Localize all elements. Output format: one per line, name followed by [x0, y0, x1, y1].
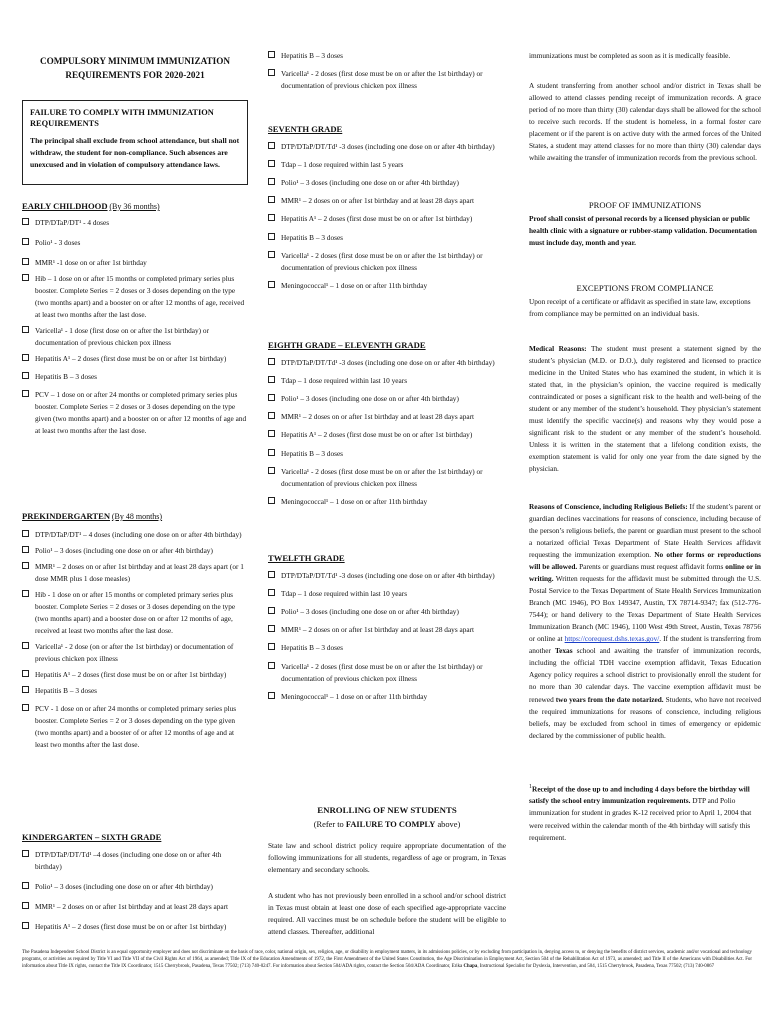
checklist-item: Hib - 1 dose on or after 15 months or completed primary series plus booster. Complete Series = 2 doses or 3 doses depending on the type (two months apart) and a booster dose on or after 12 months of age, received at least two months after the last dose. — [22, 589, 248, 637]
checkbox[interactable] — [22, 850, 29, 857]
proof-section — [529, 200, 761, 249]
kindergarten-sixth-section — [22, 832, 248, 936]
checklist-item: Polio¹ – 3 doses (including one dose on or after 4th birthday) — [22, 545, 248, 557]
checkbox[interactable] — [268, 376, 275, 383]
checklist-item: MMR¹ – 2 doses on or after 1st birthday and at least 28 days apart (or 1 dose MMR plus 1 dose measles) — [22, 561, 248, 585]
prekindergarten-age: (By 48 months) — [111, 512, 163, 521]
continued-text: immunizations must be completed as soon as it is medically feasible. — [529, 51, 731, 60]
checklist-item: Hepatitis A¹ – 2 doses (first dose must be on or after 1st birthday) — [22, 353, 248, 365]
checkbox[interactable] — [22, 590, 29, 597]
checkbox[interactable] — [22, 238, 29, 245]
kindergarten-sixth-heading: KINDERGARTEN – SIXTH GRADE — [22, 832, 162, 842]
checklist-item: Hepatitis B – 3 doses — [22, 685, 248, 697]
checkbox[interactable] — [22, 642, 29, 649]
checkbox[interactable] — [268, 281, 275, 288]
failure-to-comply-box — [22, 100, 248, 185]
eighth-eleventh-section — [268, 340, 506, 510]
eighth-eleventh-heading: EIGHTH GRADE – ELEVENTH GRADE — [268, 340, 426, 350]
checkbox[interactable] — [268, 178, 275, 185]
checkbox[interactable] — [268, 662, 275, 669]
enrolling-paragraph: State law and school district policy require appropriate documentation of the following immunizations for all students, regardless of age or program, in Texas elementary and secondary schools. — [268, 840, 506, 874]
checklist-item: MMR¹ -1 dose on or after 1st birthday — [22, 257, 248, 269]
checkbox[interactable] — [22, 562, 29, 569]
checklist-item: Hepatitis B – 3 doses — [268, 232, 506, 244]
checklist-item: Polio¹ – 3 doses (including one dose on or after 4th birthday) — [268, 606, 506, 618]
seventh-grade-heading: SEVENTH GRADE — [268, 124, 343, 134]
prekindergarten-heading: PREKINDERGARTEN — [22, 511, 111, 521]
checklist-item: MMR¹ – 2 doses on or after 1st birthday and at least 28 days apart — [268, 624, 506, 636]
failure-text: The principal shall exclude from school attendance, but shall not withdraw, the student for non-compliance. Such absences are unexcused and in violation of compulsory attendance laws. — [30, 136, 240, 170]
exceptions-heading: EXCEPTIONS FROM COMPLIANCE — [576, 283, 714, 293]
checkbox[interactable] — [22, 686, 29, 693]
proof-text: Proof shall consist of personal records by a licensed physician or public health clinic with a signature or rubber-stamp validation. Documentation must include day, month and year. — [529, 214, 757, 248]
checklist-item: Polio¹ – 3 doses (including one dose on or after 4th birthday) — [268, 393, 506, 405]
checklist-item: DTP/DTaP/DT¹ - 4 doses — [22, 217, 248, 229]
checklist-item: DTP/DTaP/DT/Td¹ -3 doses (including one dose on or after 4th birthday) — [268, 570, 506, 582]
checklist-item: DTP/DTaP/DT/Td¹ -3 doses (including one dose on or after 4th birthday) — [268, 357, 506, 369]
enrolling-subheading: (Refer to FAILURE TO COMPLY above) — [313, 819, 461, 829]
prekindergarten-section — [22, 511, 248, 753]
checkbox[interactable] — [22, 354, 29, 361]
checkbox[interactable] — [268, 251, 275, 258]
checklist-item: DTP/DTaP/DT/Td¹ -3 doses (including one dose on or after 4th birthday) — [268, 141, 506, 153]
checklist-item: Hepatitis A¹ – 2 doses (first dose must be on or after 1st birthday) — [22, 921, 248, 933]
checklist-item: Hepatitis B – 3 doses — [268, 448, 506, 460]
checklist-item: Hepatitis B – 3 doses — [268, 50, 506, 62]
checkbox[interactable] — [268, 589, 275, 596]
checkbox[interactable] — [22, 258, 29, 265]
checklist-item: Polio¹ – 3 doses (including one dose on or after 4th birthday) — [22, 881, 248, 893]
early-childhood-section — [22, 201, 248, 439]
checklist-item: Meningococcal¹ – 1 dose on or after 11th birthday — [268, 496, 506, 508]
continued-items — [268, 50, 506, 94]
enrolling-heading: ENROLLING OF NEW STUDENTS — [317, 805, 457, 815]
checkbox[interactable] — [22, 546, 29, 553]
checklist-item: Meningococcal¹ – 1 dose on or after 11th birthday — [268, 280, 506, 292]
twelfth-grade-heading: TWELFTH GRADE — [268, 553, 345, 563]
checkbox[interactable] — [22, 704, 29, 711]
checklist-item: DTP/DTaP/DT/Td¹ –4 doses (including one dose on or after 4th birthday) — [22, 849, 248, 873]
seventh-grade-section — [268, 124, 506, 294]
checklist-item: Hepatitis A¹ – 2 doses (first dose must be on or after 1st birthday) — [268, 429, 506, 441]
twelfth-grade-section — [268, 553, 506, 705]
footnote: $^1$Receipt of the dose up to and including 4 days before the birthday will satisfy the school entry immunization requirements. DTP and Polio immunization for student in grades K-12 received prior to April 1, 2004 that were received within the calendar month of the 4th birthday will satisfy this requirement. — [529, 784, 752, 842]
checkbox[interactable] — [22, 274, 29, 281]
checklist-item: Hepatitis B – 3 doses — [268, 642, 506, 654]
checkbox[interactable] — [268, 69, 275, 76]
checkbox[interactable] — [22, 530, 29, 537]
early-childhood-age: (By 36 months) — [109, 202, 160, 211]
checklist-item: Tdap – 1 dose required within last 10 years — [268, 588, 506, 600]
checkbox[interactable] — [268, 571, 275, 578]
checklist-item: MMR¹ – 2 doses on or after 1st birthday and at least 28 days apart — [268, 411, 506, 423]
checklist-item: Polio¹ – 3 doses (including one dose on or after 4th birthday) — [268, 177, 506, 189]
checklist-item: PCV – 1 dose on or after 24 months or completed primary series plus booster. Complete Series = 2 doses or 3 doses depending on the type given (two months apart) and a booster on or after 12 months of age and at least two months after the last dose. — [22, 389, 248, 437]
checklist-item: Varicella¹ - 2 doses (first dose must be on or after the 1st birthday) or documentation of previous chicken pox illness — [268, 250, 506, 274]
checkbox[interactable] — [22, 390, 29, 397]
dshs-link[interactable]: https://corequest.dshs.texas.gov/ — [564, 634, 660, 644]
checkbox[interactable] — [268, 467, 275, 474]
checkbox[interactable] — [268, 51, 275, 58]
reasons-of-conscience: Reasons of Conscience, including Religious Beliefs: If the student’s parent or guardian declines vaccinations for reasons of conscience, including because of the person’s religious beliefs, the parent or guardian must present to the school a notarized official Texas Department of State Health Services affidavit requesting the immunization exemption. No other forms or reproductions will be allowed. Parents or guardians must request affidavit forms online or in writing. Written requests for the affidavit must be submitted through the U.S. Postal Service to the Texas Department of State Health Services Immunization Branch (MC 1946), PO Box 149347, Austin, TX 78714-9347; fax (512-776-7544); or hand delivery to the Texas Department of State Health Services Immunization Branch (MC 1946), 1100 West 49th Street, Austin, Texas 78756 or online at https://corequest.dshs.texas.gov/. If the student is transferring from another Texas school and awaiting the transfer of immunization records, including the official TDH vaccine exemption affidavit, Texas Education Agency policy requires a school district to provisionally enroll the student for no more than 30 calendar days. The vaccine exemption affidavit must be renewed two years from the date notarized. Students, who have not received the required immunizations for reasons of conscience, including religious beliefs, may be excluded from school in times of emergency or epidemic declared by the commissioner of public health. — [529, 502, 762, 740]
checkbox[interactable] — [22, 218, 29, 225]
checkbox[interactable] — [268, 214, 275, 221]
checkbox[interactable] — [22, 902, 29, 909]
checklist-item: Hepatitis A¹ – 2 doses (first dose must be on or after 1st birthday) — [22, 669, 248, 681]
proof-heading: PROOF OF IMMUNIZATIONS — [588, 200, 702, 210]
early-childhood-heading: EARLY CHILDHOOD — [22, 201, 108, 211]
exceptions-section — [529, 283, 761, 320]
checkbox[interactable] — [268, 430, 275, 437]
checkbox[interactable] — [268, 394, 275, 401]
checklist-item: Varicella¹ - 1 dose (first dose on or after the 1st birthday) or documentation of previous chicken pox illness — [22, 325, 248, 349]
checkbox[interactable] — [268, 196, 275, 203]
checkbox[interactable] — [268, 625, 275, 632]
checkbox[interactable] — [268, 233, 275, 240]
exceptions-text: Upon receipt of a certificate or affidavit as specified in state law, exceptions from compliance may be permitted on an individual basis. — [529, 297, 751, 319]
checkbox[interactable] — [268, 449, 275, 456]
enrolling-paragraph: A student who has not previously been enrolled in a school and/or school district in Texas must obtain at least one dose of each specified age-appropriate vaccine required. All vaccines must be on schedule before the student will be eligible to attend classes. Thereafter, additional — [268, 890, 506, 936]
medical-reasons: Medical Reasons: The student must present a statement signed by the student’s physician (M.D. or D.O.), duly registered and licensed to practice medicine in the United States who has examined the student, in which it is stated that, in the physician’s opinion, the vaccine required is medically contraindicated or poses a significant risk to the health and well-being of the student or any member of the student’s household. They physician’s statement must identify the specific vaccine(s) and reasons why they would pose a significant risk to the student or any member of the student’s household. Unless it is written in the statement that a lifelong condition exists, the exemption statement is valid for only one year from the date signed by the physician. — [529, 344, 761, 474]
medical-reasons-lead: Medical Reasons: — [529, 344, 587, 353]
checklist-item: Tdap – 1 dose required within last 10 years — [268, 375, 506, 387]
checklist-item: PCV - 1 dose on or after 24 months or completed primary series plus booster. Complete Series = 2 or 3 doses depending on the type given (two months apart) and a booster of or after 12 months of age and at least two months after the last dose. — [22, 703, 248, 751]
checklist-item: MMR¹ – 2 doses on or after 1st birthday and at least 28 days apart — [268, 195, 506, 207]
checkbox[interactable] — [268, 358, 275, 365]
checkbox[interactable] — [268, 607, 275, 614]
checklist-item: Hib – 1 dose on or after 15 months or completed primary series plus booster. Complete Series = 2 doses or 3 doses depending on the type (two months apart) and a booster on or after 12 months of age, received at least two months after the last dose. — [22, 273, 248, 321]
footnote-mark: 1 — [529, 784, 533, 790]
checklist-item: Varicella¹ - 2 doses (first dose must be on or after the 1st birthday) or documentation of previous chicken pox illness — [268, 68, 506, 92]
checkbox[interactable] — [22, 326, 29, 333]
checklist-item: Varicella¹ - 2 dose (on or after the 1st birthday) or documentation of previous chicken pox illness — [22, 641, 248, 665]
checklist-item: Polio¹ - 3 doses — [22, 237, 248, 249]
checkbox[interactable] — [268, 142, 275, 149]
checkbox[interactable] — [22, 922, 29, 929]
checkbox[interactable] — [22, 670, 29, 677]
conscience-lead: Reasons of Conscience, including Religious Beliefs: — [529, 502, 688, 511]
checkbox[interactable] — [268, 643, 275, 650]
checklist-item: Hepatitis B – 3 doses — [22, 371, 248, 383]
failure-heading: FAILURE TO COMPLY WITH IMMUNIZATION REQUIREMENTS — [30, 108, 214, 129]
checkbox[interactable] — [268, 692, 275, 699]
checklist-item: Meningococcal¹ – 1 dose on or after 11th birthday — [268, 691, 506, 703]
checkbox[interactable] — [22, 372, 29, 379]
nondiscrimination-footer: The Pasadena Independent School District is an equal opportunity employer and does not discriminate on the basis of race, color, national origin, sex, religion, age, or disability in employment matters, in its admissions policies, or by excluding from participation in, denying access to, or denying the benefits of district services, academic and/or vocational and technology programs, or activities as required by Title VI and Title VII of the Civil Rights Act of 1964, as amended; Title IX of the Education Amendments of 1972, the First Amendment of the United States Constitution, the Age Discrimination in Employment Act, Section 504 of the Rehabilitation Act of 1973, as amended; and Title II of the Americans with Disabilities Act. For information about Title IX rights, contact the Title IX Coordinator, 1515 Cherrybrook, Pasadena, Texas 77502; (713) 740-0247. For information about Section 504/ADA rights, contact the Section 504/ADA Coordinator, Erika Chapa, Instructional Specialist for Dyslexia, Intervention, and 504, 1515 Cherrybrook, Pasadena, Texas 77502; (713) 740-0867 — [22, 950, 752, 970]
page-title: COMPULSORY MINIMUM IMMUNIZATION REQUIREMENTS FOR 2020-2021 — [39, 56, 231, 81]
checkbox[interactable] — [268, 160, 275, 167]
checklist-item: Hepatitis A¹ – 2 doses (first dose must be on or after 1st birthday) — [268, 213, 506, 225]
checklist-item: Tdap – 1 dose required within last 5 years — [268, 159, 506, 171]
checklist-item: Varicella¹ - 2 doses (first dose must be on or after the 1st birthday) or documentation of previous chicken pox illness — [268, 466, 506, 490]
checkbox[interactable] — [22, 882, 29, 889]
checklist-item: Varicella¹ - 2 doses (first dose must be on or after the 1st birthday) or documentation of previous chicken pox illness — [268, 661, 506, 685]
enrolling-section — [268, 805, 506, 938]
checklist-item: DTP/DTaP/DT¹ – 4 doses (including one dose on or after 4th birthday) — [22, 529, 248, 541]
checklist-item: MMR¹ – 2 doses on or after 1st birthday and at least 28 days apart — [22, 901, 248, 913]
checkbox[interactable] — [268, 412, 275, 419]
checkbox[interactable] — [268, 497, 275, 504]
transfer-paragraph: A student transferring from another school and/or district in Texas shall be allowed to attend classes pending receipt of immunization records. A grace period of no more than thirty (30) calendar days shall be allowed for the school to receive such records. If the student is homeless, in a formal foster care placement or if the parent is on active duty with the armed forces of the United States, a student may attend classes for no more than thirty (30) calendar days while awaiting the transfer of immunization records from the previous school. — [529, 81, 761, 163]
